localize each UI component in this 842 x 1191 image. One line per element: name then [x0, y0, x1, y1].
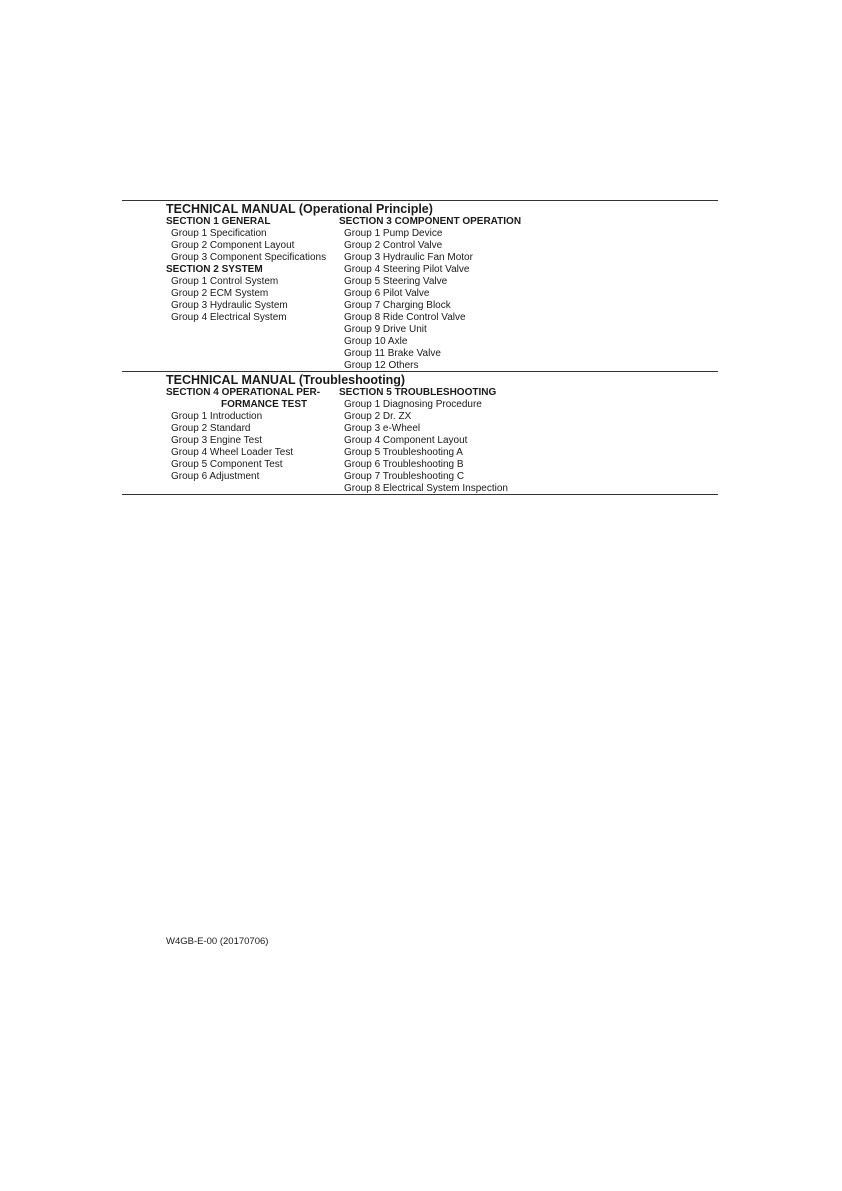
group-item: Group 4 Component Layout [344, 435, 468, 446]
section-heading: SECTION 5 TROUBLESHOOTING [339, 387, 497, 398]
middle-divider [122, 371, 718, 372]
group-item: Group 10 Axle [344, 336, 408, 347]
operational-principle-block [166, 202, 718, 371]
group-item: Group 5 Troubleshooting A [344, 447, 463, 458]
group-item: Group 2 Dr. ZX [344, 411, 412, 422]
section-heading: SECTION 2 SYSTEM [166, 264, 263, 275]
section-heading: SECTION 3 COMPONENT OPERATION [339, 216, 522, 227]
group-item: Group 8 Electrical System Inspection [344, 483, 508, 494]
bottom-divider [122, 494, 718, 495]
group-item: Group 3 Engine Test [171, 435, 262, 446]
group-item: Group 3 Hydraulic Fan Motor [344, 252, 473, 263]
group-item: Group 3 Component Specifications [171, 252, 327, 263]
operational-principle-right-column [339, 216, 639, 372]
troubleshooting-right-column [339, 387, 639, 495]
section-heading-continuation: FORMANCE TEST [221, 399, 308, 410]
troubleshooting-block [166, 373, 718, 494]
group-item: Group 7 Charging Block [344, 300, 451, 311]
group-item: Group 8 Ride Control Valve [344, 312, 466, 323]
troubleshooting-title: TECHNICAL MANUAL (Troubleshooting) [166, 373, 406, 387]
group-item: Group 9 Drive Unit [344, 324, 427, 335]
group-item: Group 2 Component Layout [171, 240, 295, 251]
group-item: Group 6 Troubleshooting B [344, 459, 464, 470]
group-item: Group 5 Component Test [171, 459, 283, 470]
group-item: Group 6 Adjustment [171, 471, 260, 482]
operational-principle-title: TECHNICAL MANUAL (Operational Principle) [166, 202, 433, 216]
group-item: Group 1 Pump Device [344, 228, 443, 239]
group-item: Group 1 Specification [171, 228, 267, 239]
group-item: Group 1 Diagnosing Procedure [344, 399, 482, 410]
group-item: Group 6 Pilot Valve [344, 288, 430, 299]
group-item: Group 11 Brake Valve [344, 348, 441, 359]
group-item: Group 2 ECM System [171, 288, 269, 299]
group-item: Group 3 e-Wheel [344, 423, 421, 434]
group-item: Group 4 Electrical System [171, 312, 287, 323]
top-divider [122, 200, 718, 201]
group-item: Group 3 Hydraulic System [171, 300, 288, 311]
operational-principle-left-column [166, 216, 336, 324]
document-code: W4GB-E-00 (20170706) [166, 936, 269, 947]
group-item: Group 4 Steering Pilot Valve [344, 264, 470, 275]
section-heading: SECTION 1 GENERAL [166, 216, 271, 227]
group-item: Group 1 Control System [171, 276, 279, 287]
group-item: Group 2 Control Valve [344, 240, 443, 251]
group-item: Group 2 Standard [171, 423, 251, 434]
group-item: Group 4 Wheel Loader Test [171, 447, 294, 458]
group-item: Group 7 Troubleshooting C [344, 471, 465, 482]
section-heading: SECTION 4 OPERATIONAL PER- [166, 387, 321, 398]
group-item: Group 5 Steering Valve [344, 276, 448, 287]
group-item: Group 12 Others [344, 360, 419, 371]
group-item: Group 1 Introduction [171, 411, 263, 422]
troubleshooting-left-column [166, 387, 336, 483]
